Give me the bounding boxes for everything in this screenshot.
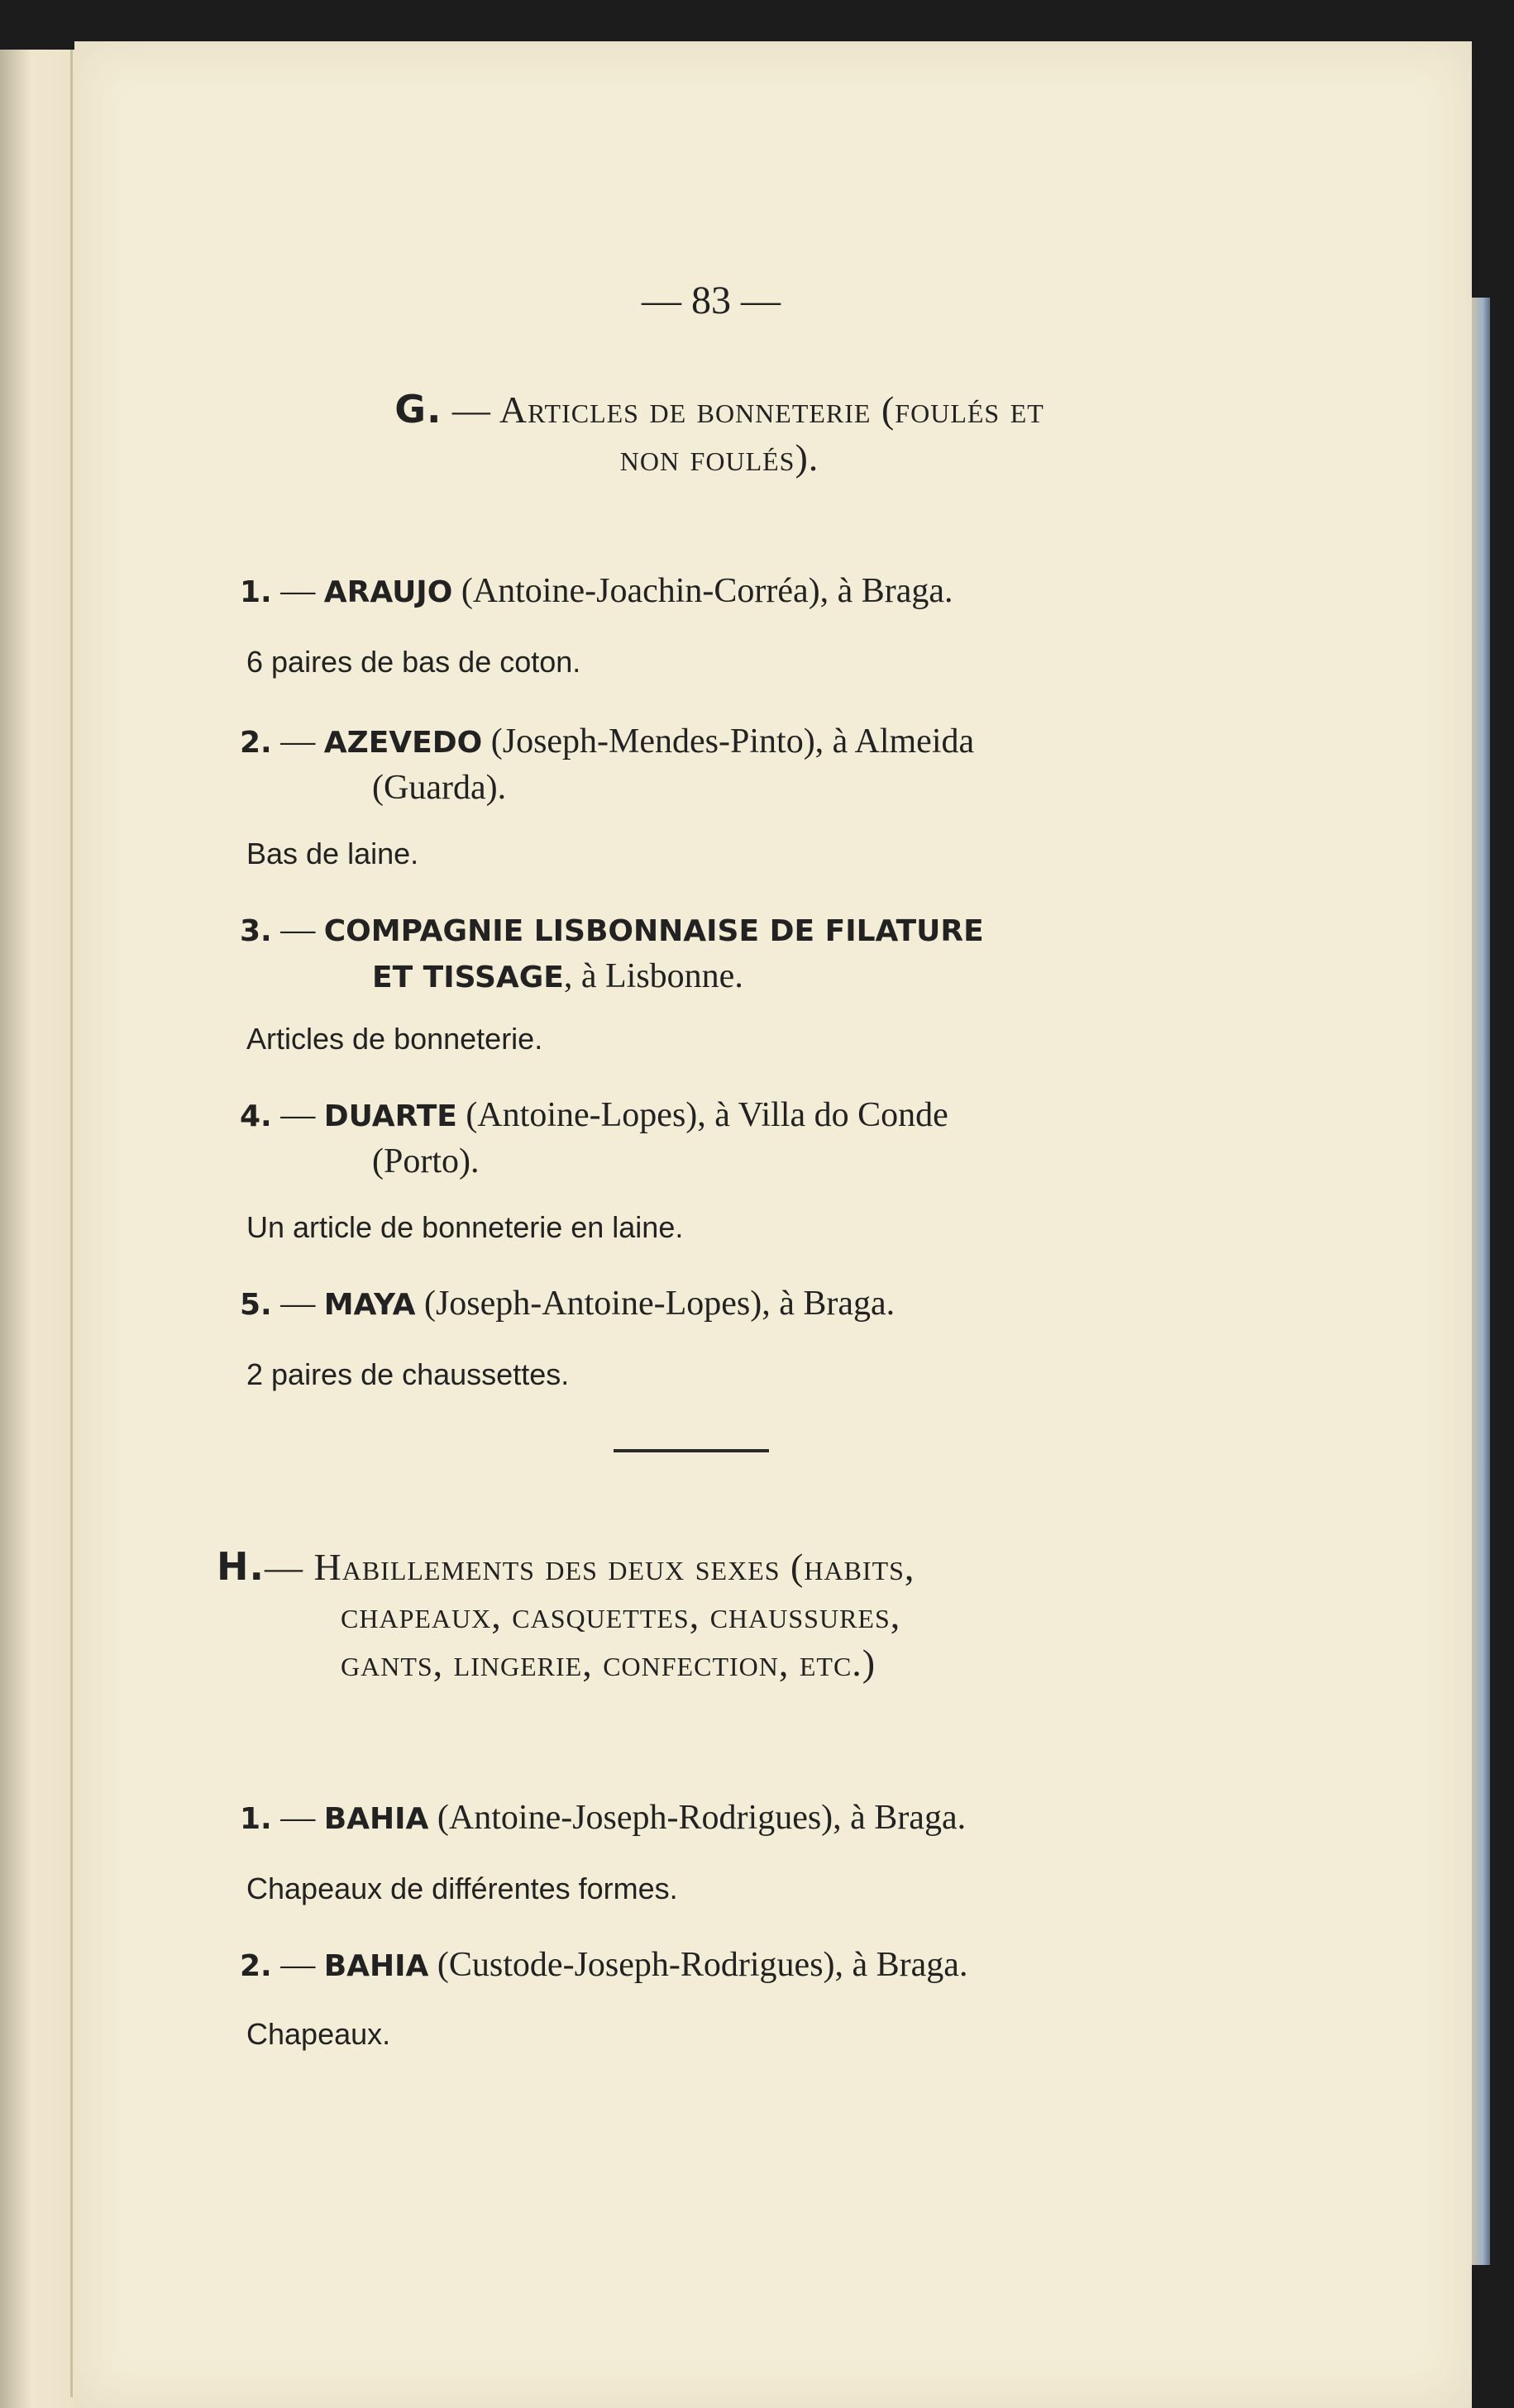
entry-detail: (Joseph-Mendes-Pinto), à Almeida (482, 722, 975, 761)
section-h-title-line1: — Habillements des deux sexes (habits, (264, 1546, 915, 1588)
entry-h2-desc: Chapeaux. (246, 2017, 391, 2051)
entry-detail: (Antoine-Joseph-Rodrigues), à Braga. (428, 1799, 967, 1837)
entry-g2-desc: Bas de laine. (246, 837, 419, 870)
entry-detail-cont: (Porto). (372, 1142, 480, 1180)
entry-number: 5. (240, 1288, 272, 1322)
entry-detail: (Antoine-Joachin-Corréa), à Braga. (452, 572, 953, 610)
entry-number: 1. (240, 1802, 272, 1836)
entry-g5-desc: 2 paires de chaussettes. (246, 1357, 570, 1391)
section-h-heading (217, 1543, 1225, 1687)
entry-name: DUARTE (323, 1099, 457, 1133)
entry-g3-desc: Articles de bonneterie. (246, 1022, 543, 1056)
entry-name: BAHIA (323, 1949, 429, 1983)
section-g-letter: G. (394, 387, 442, 432)
entry-name: MAYA (323, 1288, 416, 1322)
section-h-letter: H. (217, 1544, 265, 1589)
section-g-heading (215, 385, 1224, 482)
page-number: — 83 — (642, 279, 781, 322)
entry-g1-desc: 6 paires de bas de coton. (246, 645, 581, 679)
entry-number: 2. (240, 726, 272, 760)
entry-name: BAHIA (323, 1802, 429, 1836)
entry-detail-cont: (Guarda). (372, 769, 507, 807)
entry-detail-cont: , à Lisbonne. (563, 957, 743, 995)
entry-detail: (Custode-Joseph-Rodrigues), à Braga. (428, 1946, 968, 1984)
entry-g2: 2. — AZEVEDO (Joseph-Mendes-Pinto), à Almeida (Guarda). (240, 719, 1207, 810)
section-g-title-line2: non foulés). (619, 436, 819, 479)
entry-g3: 3. — COMPAGNIE LISBONNAISE DE FILATURE ET TISSAGE, à Lisbonne. (240, 911, 984, 995)
entry-g4: 4. — DUARTE (Antoine-Lopes), à Villa do Conde (Porto). (240, 1093, 1207, 1184)
entry-name: AZEVEDO (323, 726, 483, 760)
section-h-title-line3: gants, lingerie, confection, etc.) (341, 1642, 876, 1684)
entry-number: 2. (240, 1949, 272, 1983)
entry-h1: 1. — BAHIA (Antoine-Joseph-Rodrigues), à Braga. (240, 1799, 967, 1837)
entry-name: ARAUJO (323, 575, 453, 609)
entry-g5: 5. — MAYA (Joseph-Antoine-Lopes), à Braga. (240, 1285, 896, 1323)
entry-h2: 2. — BAHIA (Custode-Joseph-Rodrigues), à Braga. (240, 1946, 968, 1984)
entry-detail: (Antoine-Lopes), à Villa do Conde (456, 1096, 948, 1134)
section-divider (614, 1449, 769, 1452)
section-h-title-line2: chapeaux, casquettes, chaussures, (341, 1594, 901, 1636)
entry-detail: (Joseph-Antoine-Lopes), à Braga. (415, 1285, 896, 1323)
entry-number: 3. (240, 914, 272, 948)
section-g-title-line1: — Articles de bonneterie (foulés et (451, 389, 1044, 431)
entry-name-cont: ET TISSAGE (372, 961, 564, 994)
entry-number: 4. (240, 1099, 272, 1133)
entry-number: 1. (240, 575, 272, 609)
entry-g1: 1. — ARAUJO (Antoine-Joachin-Corréa), à Braga. (240, 572, 953, 610)
entry-h1-desc: Chapeaux de différentes formes. (246, 1872, 678, 1905)
entry-name: COMPAGNIE LISBONNAISE DE FILATURE (323, 914, 984, 948)
entry-g4-desc: Un article de bonneterie en laine. (246, 1210, 684, 1244)
